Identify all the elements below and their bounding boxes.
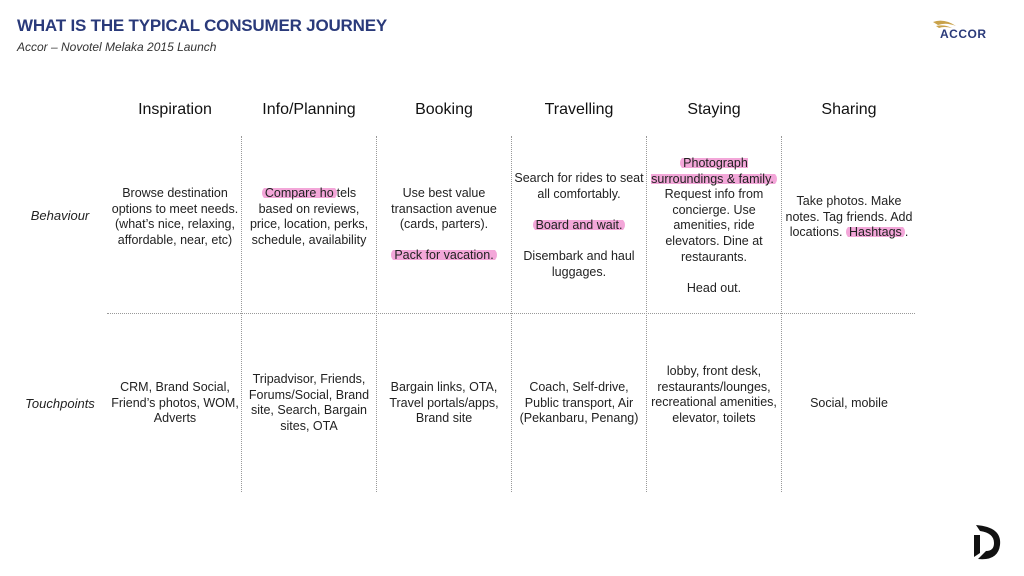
behaviour-inspiration [110,186,240,248]
highlight: Compare ho [262,186,337,200]
highlight: Hashtags [846,225,905,239]
behaviour-text: Browse destination options to meet needs. (what’s nice, relaxing, affordable, near, etc) [111,186,239,247]
stage-inspiration: Inspiration [138,101,212,118]
stage-sharing: Sharing [821,101,877,118]
row-divider [107,313,915,314]
behaviour-text: . [904,225,909,240]
logo-text: ACCOR [940,27,987,41]
touchpoints-planning: Tripadvisor, Friends, Forums/Social, Brand site, Search, Bargain sites, OTA [248,372,370,433]
touchpoints-inspiration: CRM, Brand Social, Friend’s photos, WOM, Adverts [111,380,239,426]
touchpoints-sharing: Social, mobile [810,396,888,410]
row-label-touchpoints: Touchpoints [25,396,95,411]
behaviour-text: tels based on reviews, price, location, perks, schedule, availability [249,186,369,247]
column-divider [241,136,242,492]
page-subtitle: Accor – Novotel Melaka 2015 Launch [17,40,217,54]
stage-travelling: Travelling [544,101,614,118]
touchpoints-booking: Bargain links, OTA, Travel portals/apps, Brand site [389,380,499,426]
touchpoints-staying: lobby, front desk, restaurants/lounges, recreational amenities, elevator, toilets [651,364,777,425]
page-title: WHAT IS THE TYPICAL CONSUMER JOURNEY [17,16,387,35]
behaviour-text: Search for rides to seat all comfortably. [514,171,644,201]
highlight: Pack for vacation. [391,248,496,262]
touchpoints-travelling: Coach, Self-drive, Public transport, Air (Pekanbaru, Penang) [519,380,639,426]
stage-info-planning: Info/Planning [262,101,356,118]
behaviour-text: Use best value transaction avenue (cards, parters). [391,186,497,232]
row-label-behaviour: Behaviour [30,208,90,223]
column-divider [376,136,377,492]
behaviour-planning [244,186,374,248]
behaviour-staying [649,156,779,296]
behaviour-sharing [784,194,914,241]
highlight: Photograph surroundings & family. [651,156,777,186]
behaviour-travelling [514,171,644,280]
column-divider [646,136,647,492]
brand-mark-icon [970,521,1006,563]
column-divider [781,136,782,492]
behaviour-text: Head out. [686,280,742,295]
highlight: Board and wait. [533,218,626,232]
column-divider [511,136,512,492]
behaviour-text: Request info from concierge. Use amenities, ride elevators. Dine at restaurants. [664,187,764,264]
behaviour-text: Take photos. Make notes. Tag friends. Add locations. [785,194,913,240]
stage-booking: Booking [415,101,473,118]
stage-staying: Staying [687,101,741,118]
behaviour-text: Disembark and haul luggages. [523,248,635,279]
behaviour-booking [379,186,509,264]
